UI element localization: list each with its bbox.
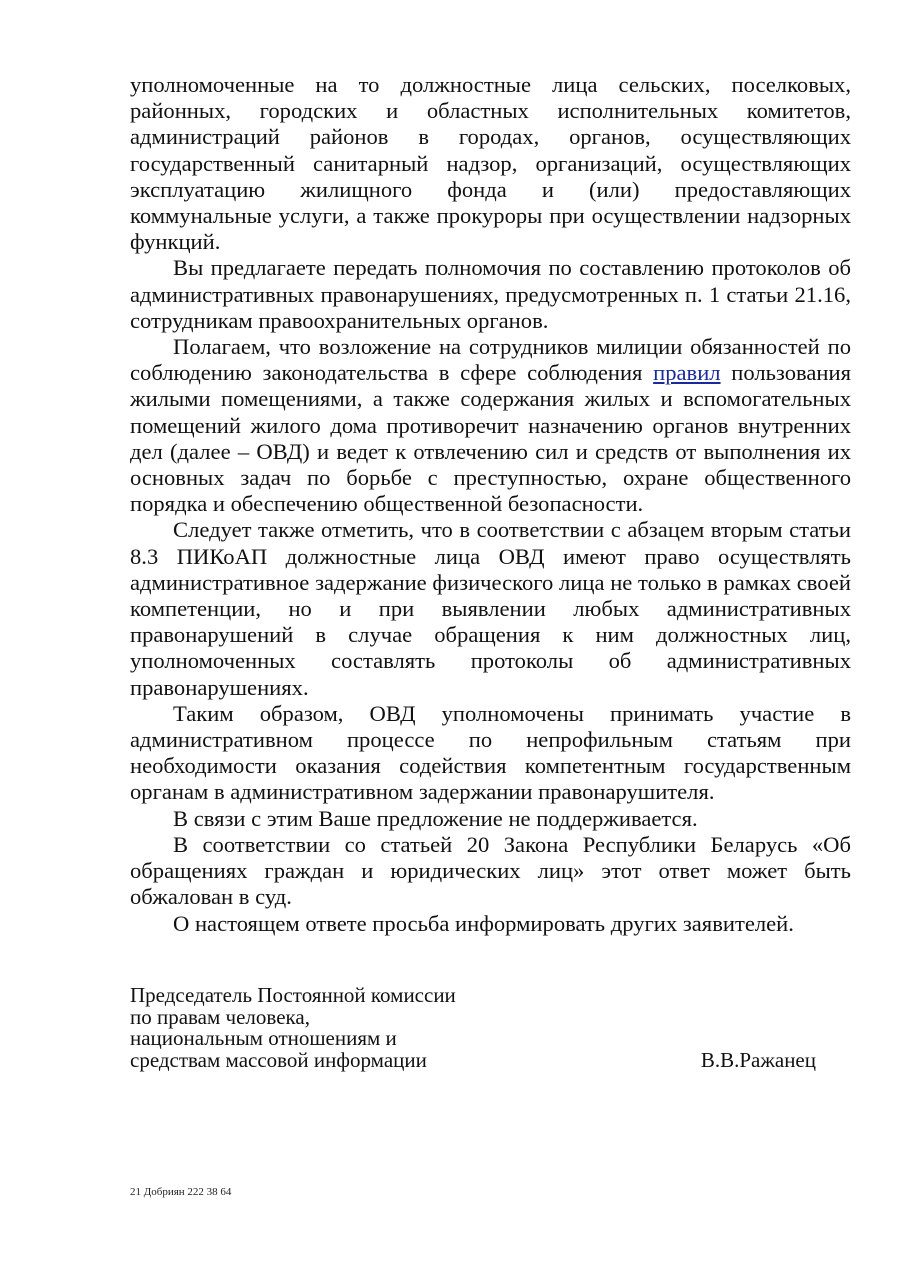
signature-title-line: национальным отношениям и xyxy=(130,1026,397,1050)
signatory-name: В.В.Ражанец xyxy=(700,1047,816,1072)
paragraph-objection xyxy=(130,334,851,517)
executor-note: 21 Добриян 222 38 64 xyxy=(130,1186,232,1198)
signature-block xyxy=(130,985,830,1071)
paragraph-conclusion: Таким образом, ОВД уполномочены принимать участие в административном процессе по непрофильным статьям при необходимости оказания содействия компетентным государственным органам в административном задержании правонарушителя. xyxy=(130,700,851,805)
signature-title-line: по правам человека, xyxy=(130,1004,310,1029)
rules-link[interactable]: правил xyxy=(653,360,721,386)
document-body xyxy=(130,72,851,937)
paragraph-decision: В связи с этим Ваше предложение не поддерживается. xyxy=(173,805,698,831)
paragraph-appeal: В соответствии со статьей 20 Закона Республики Беларусь «Об обращениях граждан и юридических лиц» этот ответ может быть обжалован в суд. xyxy=(130,831,851,910)
paragraph-pikoap: Следует также отметить, что в соответствии с абзацем вторым статьи 8.3 ПИКоАП должностные лица ОВД имеют право осуществлять административное задержание физического лица не только в рамках своей компетенции, но и при выявлении любых административных правонарушений в случае обращения к ним должностных лиц, уполномоченных составлять протоколы об административных правонарушениях. xyxy=(130,517,851,700)
signature-title-line: средствам массовой информации xyxy=(130,1047,427,1072)
paragraph-inform: О настоящем ответе просьба информировать других заявителей. xyxy=(173,910,794,936)
paragraph-continuation: уполномоченные на то должностные лица сельских, поселковых, районных, городских и областных исполнительных комитетов, администраций районов в городах, органов, осуществляющих государственный санитарный надзор, организаций, осуществляющих эксплуатацию жилищного фонда и (или) предоставляющих коммунальные услуги, а также прокуроры при осуществлении надзорных функций. xyxy=(130,72,851,255)
paragraph-proposal: Вы предлагаете передать полномочия по составлению протоколов об административных правонарушениях, предусмотренных п. 1 статьи 21.16, сотрудникам правоохранительных органов. xyxy=(130,255,851,333)
signature-title-line: Председатель Постоянной комиссии xyxy=(130,983,456,1007)
paragraph-objection-end: пользования жилыми помещениями, а также содержания жилых и вспомогательных помещений жилого дома противоречит назначению органов внутренних дел (далее – ОВД) и ведет к отвлечению сил и средств от выполнения их основных задач по борьбе с преступностью, охране общественного порядка и обеспечению общественной безопасности. xyxy=(130,360,851,517)
paragraph-objection-start: Полагаем, что возложение на сотрудников милиции обязанностей по соблюдению законодательства в сфере соблюдения xyxy=(130,334,851,386)
